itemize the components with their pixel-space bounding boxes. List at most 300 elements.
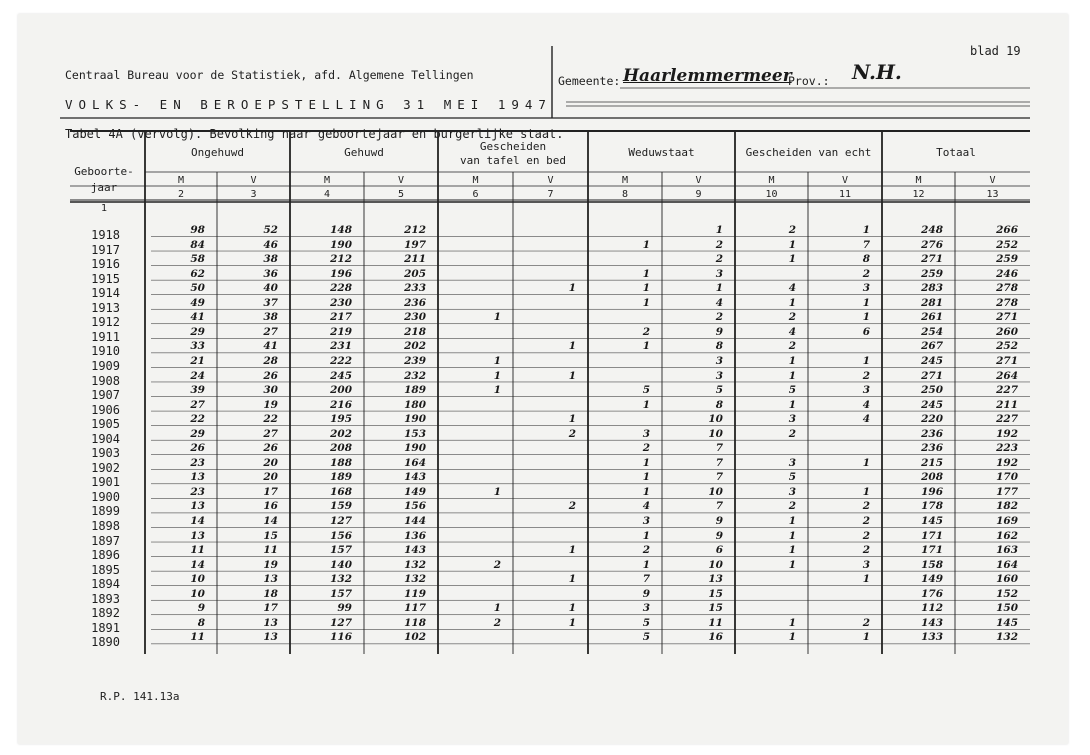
table-cell-value: 1 xyxy=(788,398,796,411)
column-number: 4 xyxy=(323,189,331,200)
table-cell-value: 127 xyxy=(330,515,352,527)
table-cell-value: 149 xyxy=(404,485,426,498)
table-cell-value: 13 xyxy=(263,631,278,644)
table-cell-value: 39 xyxy=(190,384,205,397)
table-cell-value: 99 xyxy=(337,602,352,615)
table-cell-value: 227 xyxy=(996,413,1018,426)
table-cell-value: 62 xyxy=(190,267,205,280)
table-cell-value: 150 xyxy=(996,602,1018,615)
table-cell-value: 1 xyxy=(568,369,576,382)
table-cell-value: 259 xyxy=(996,253,1018,266)
table-cell-value: 2 xyxy=(788,340,796,353)
table-cell-value: 16 xyxy=(708,631,723,644)
table-cell-value: 15 xyxy=(708,602,723,615)
table-cell-value: 13 xyxy=(263,616,278,629)
sex-column-header: M xyxy=(621,175,629,186)
table-cell-value: 102 xyxy=(404,631,426,644)
table-cell-value: 281 xyxy=(921,296,943,309)
table-cell-value: 1 xyxy=(788,631,796,644)
table-cell-value: 9 xyxy=(715,515,723,527)
table-cell-value: 6 xyxy=(715,544,723,557)
table-cell-value: 5 xyxy=(642,384,650,397)
column-number: 7 xyxy=(547,189,554,200)
table-cell-value: 3 xyxy=(788,413,796,426)
table-cell-value: 1 xyxy=(568,616,576,629)
table-cell-value: 49 xyxy=(190,296,205,309)
table-cell-value: 1 xyxy=(715,224,723,236)
table-cell-value: 112 xyxy=(921,602,943,615)
table-cell-value: 188 xyxy=(330,456,352,469)
gemeente-value: Haarlemmermeer xyxy=(623,66,792,86)
table-cell-value: 46 xyxy=(263,238,278,251)
table-cell-value: 29 xyxy=(190,427,205,440)
table-cell-value: 38 xyxy=(263,311,278,324)
birth-year-label: 1896 xyxy=(91,548,120,563)
table-cell-value: 1 xyxy=(862,311,870,324)
table-cell-value: 156 xyxy=(330,529,352,542)
table-cell-value: 2 xyxy=(862,515,870,527)
table-cell-value: 7 xyxy=(715,442,723,455)
table-cell-value: 1 xyxy=(788,253,796,266)
birth-year-label: 1890 xyxy=(91,635,120,650)
table-cell-value: 2 xyxy=(862,616,870,629)
table-cell-value: 132 xyxy=(404,573,426,586)
table-cell-value: 24 xyxy=(190,369,205,382)
table-cell-value: 2 xyxy=(642,442,650,455)
table-cell-value: 5 xyxy=(715,384,723,397)
table-cell-value: 176 xyxy=(921,587,943,600)
table-cell-value: 3 xyxy=(788,485,796,498)
table-cell-value: 2 xyxy=(862,529,870,542)
table-cell-value: 178 xyxy=(921,500,943,513)
table-cell-value: 1 xyxy=(642,267,650,280)
table-cell-value: 133 xyxy=(921,631,943,644)
form-code: R.P. 141.13a xyxy=(100,690,180,703)
table-cell-value: 1 xyxy=(642,340,650,353)
table-cell-value: 11 xyxy=(190,631,205,644)
table-cell-value: 10 xyxy=(708,485,723,498)
table-cell-value: 171 xyxy=(921,544,943,557)
table-cell-value: 271 xyxy=(921,369,943,382)
table-cell-value: 153 xyxy=(404,427,426,440)
table-cell-value: 211 xyxy=(404,253,426,266)
table-cell-value: 27 xyxy=(263,427,278,440)
table-cell-value: 196 xyxy=(330,267,352,280)
sex-column-header: V xyxy=(547,175,554,186)
table-cell-value: 1 xyxy=(862,296,870,309)
table-cell-value: 1 xyxy=(493,602,501,615)
table-caption: Tabel 4A (vervolg). Bevolking naar geboortejaar en burgerlijke staat. xyxy=(65,127,564,141)
province-label: Prov.: xyxy=(788,74,830,88)
table-cell-value: 41 xyxy=(263,340,278,353)
group-header-label: Gescheiden van echt xyxy=(745,146,872,159)
table-cell-value: 7 xyxy=(862,238,870,251)
page-number: blad 19 xyxy=(970,44,1021,58)
table-cell-value: 152 xyxy=(996,587,1018,600)
table-cell-value: 2 xyxy=(493,616,501,629)
table-cell-value: 8 xyxy=(197,616,205,629)
birth-year-label: 1914 xyxy=(91,286,120,301)
birth-year-label: 1913 xyxy=(91,300,120,315)
table-cell-value: 271 xyxy=(996,354,1018,367)
table-cell-value: 2 xyxy=(642,325,650,338)
table-cell-value: 169 xyxy=(996,515,1018,527)
birth-year-label: 1904 xyxy=(91,431,120,446)
table-cell-value: 16 xyxy=(263,500,278,513)
table-cell-value: 230 xyxy=(404,311,426,324)
table-cell-value: 29 xyxy=(190,325,205,338)
table-cell-value: 1 xyxy=(788,558,796,571)
birth-year-label: 1903 xyxy=(91,446,120,461)
table-cell-value: 26 xyxy=(190,442,205,455)
table-cell-value: 195 xyxy=(330,413,352,426)
table-cell-value: 1 xyxy=(568,282,576,295)
table-cell-value: 7 xyxy=(715,500,723,513)
table-cell-value: 36 xyxy=(263,267,278,280)
group-header-label: Ongehuwd xyxy=(191,146,244,159)
table-cell-value: 1 xyxy=(642,296,650,309)
sex-column-header: M xyxy=(915,175,922,186)
table-cell-value: 3 xyxy=(642,427,650,440)
column-number: 13 xyxy=(986,189,999,200)
table-cell-value: 13 xyxy=(263,573,278,586)
table-cell-value: 3 xyxy=(788,456,796,469)
table-cell-value: 239 xyxy=(404,354,426,367)
birth-year-label: 1894 xyxy=(91,577,120,592)
table-cell-value: 15 xyxy=(708,587,723,600)
group-header-label: Totaal xyxy=(936,146,976,159)
table-cell-value: 2 xyxy=(862,369,870,382)
table-cell-value: 245 xyxy=(921,354,943,367)
table-cell-value: 276 xyxy=(921,238,943,251)
table-cell-value: 41 xyxy=(190,311,205,324)
table-cell-value: 192 xyxy=(996,427,1018,440)
table-cell-value: 2 xyxy=(715,238,723,251)
table-cell-value: 13 xyxy=(190,500,205,513)
table-cell-value: 2 xyxy=(568,500,576,513)
table-cell-value: 164 xyxy=(404,456,426,469)
birth-year-label: 1910 xyxy=(91,344,120,359)
table-cell-value: 10 xyxy=(708,413,723,426)
table-cell-value: 28 xyxy=(263,354,278,367)
table-cell-value: 196 xyxy=(921,485,943,498)
table-cell-value: 132 xyxy=(996,631,1018,644)
table-cell-value: 145 xyxy=(921,515,943,527)
group-header-label: van tafel en bed xyxy=(460,154,566,167)
bureau-title: Centraal Bureau voor de Statistiek, afd. Algemene Tellingen xyxy=(65,68,474,82)
table-cell-value: 246 xyxy=(996,267,1018,280)
sex-column-header: V xyxy=(397,175,405,186)
table-cell-value: 9 xyxy=(715,325,723,338)
table-cell-value: 10 xyxy=(190,587,205,600)
table-cell-value: 17 xyxy=(263,485,278,498)
table-cell-value: 267 xyxy=(921,340,943,353)
column-number: 11 xyxy=(838,189,852,200)
table-cell-value: 205 xyxy=(404,267,426,280)
table-cell-value: 228 xyxy=(330,282,352,295)
table-cell-value: 1 xyxy=(788,354,796,367)
table-cell-value: 140 xyxy=(330,558,352,571)
table-cell-value: 22 xyxy=(263,413,278,426)
table-cell-value: 248 xyxy=(921,224,943,236)
table-cell-value: 2 xyxy=(788,500,796,513)
birth-year-label: 1907 xyxy=(91,388,120,403)
table-cell-value: 1 xyxy=(642,282,650,295)
table-cell-value: 231 xyxy=(330,340,352,353)
table-cell-value: 1 xyxy=(788,238,796,251)
table-cell-value: 236 xyxy=(921,427,943,440)
table-cell-value: 215 xyxy=(921,456,943,469)
table-cell-value: 4 xyxy=(642,500,650,513)
table-cell-value: 144 xyxy=(404,515,426,527)
table-cell-value: 143 xyxy=(404,471,426,484)
table-cell-value: 52 xyxy=(263,224,278,236)
table-cell-value: 11 xyxy=(263,544,278,557)
table-cell-value: 118 xyxy=(404,616,426,629)
table-cell-value: 116 xyxy=(330,631,352,644)
table-cell-value: 14 xyxy=(263,515,278,527)
table-cell-value: 37 xyxy=(263,296,278,309)
table-cell-value: 170 xyxy=(996,471,1018,484)
table-cell-value: 252 xyxy=(996,238,1018,251)
table-cell-value: 177 xyxy=(996,485,1018,498)
table-cell-value: 7 xyxy=(715,456,723,469)
table-cell-value: 13 xyxy=(190,471,205,484)
sex-column-header: M xyxy=(177,175,185,186)
column-number: 9 xyxy=(695,189,702,200)
table-cell-value: 149 xyxy=(921,573,943,586)
table-cell-value: 162 xyxy=(996,529,1018,542)
table-cell-value: 245 xyxy=(921,398,943,411)
column-number: 10 xyxy=(765,189,778,200)
table-cell-value: 189 xyxy=(404,384,426,397)
table-cell-value: 230 xyxy=(330,296,352,309)
table-cell-value: 1 xyxy=(642,398,650,411)
birth-year-label: 1895 xyxy=(91,562,120,577)
table-cell-value: 27 xyxy=(190,398,205,411)
birth-year-label: 1891 xyxy=(91,620,120,635)
table-cell-value: 15 xyxy=(263,529,278,542)
table-cell-value: 7 xyxy=(715,471,723,484)
table-cell-value: 245 xyxy=(330,369,352,382)
table-cell-value: 1 xyxy=(788,369,796,382)
table-cell-value: 14 xyxy=(190,515,205,527)
table-cell-value: 1 xyxy=(788,529,796,542)
table-cell-value: 21 xyxy=(190,354,205,367)
table-cell-value: 236 xyxy=(921,442,943,455)
year-column-number: 1 xyxy=(100,203,108,214)
table-cell-value: 159 xyxy=(330,500,352,513)
table-cell-value: 84 xyxy=(190,238,205,251)
table-cell-value: 182 xyxy=(996,500,1018,513)
table-cell-value: 3 xyxy=(642,602,650,615)
year-header-line-2: jaar xyxy=(90,181,118,194)
table-cell-value: 98 xyxy=(190,224,205,236)
column-number: 2 xyxy=(177,189,185,200)
table-cell-value: 164 xyxy=(996,558,1018,571)
table-cell-value: 7 xyxy=(642,573,650,586)
table-cell-value: 223 xyxy=(996,442,1018,455)
table-cell-value: 4 xyxy=(788,282,796,295)
table-cell-value: 197 xyxy=(404,238,426,251)
table-cell-value: 10 xyxy=(190,573,205,586)
table-cell-value: 22 xyxy=(190,413,205,426)
table-cell-value: 9 xyxy=(715,529,723,542)
table-cell-value: 233 xyxy=(404,282,426,295)
table-cell-value: 10 xyxy=(708,558,723,571)
birth-year-label: 1893 xyxy=(91,591,120,606)
table-cell-value: 254 xyxy=(921,325,943,338)
table-cell-value: 156 xyxy=(404,500,426,513)
table-cell-value: 190 xyxy=(404,413,426,426)
table-cell-value: 3 xyxy=(715,267,723,280)
table-cell-value: 1 xyxy=(788,515,796,527)
birth-year-label: 1898 xyxy=(91,519,120,533)
table-cell-value: 2 xyxy=(862,267,870,280)
table-cell-value: 2 xyxy=(642,544,650,557)
table-cell-value: 211 xyxy=(996,398,1018,411)
table-cell-value: 2 xyxy=(862,500,870,513)
table-cell-value: 1 xyxy=(642,456,650,469)
table-cell-value: 33 xyxy=(190,340,205,353)
table-cell-value: 278 xyxy=(996,282,1018,295)
table-cell-value: 2 xyxy=(788,224,796,236)
table-cell-value: 1 xyxy=(642,471,650,484)
column-number: 3 xyxy=(250,189,257,200)
table-cell-value: 1 xyxy=(642,485,650,498)
table-cell-value: 232 xyxy=(404,369,426,382)
table-cell-value: 132 xyxy=(330,573,352,586)
table-cell-value: 1 xyxy=(493,384,501,397)
table-cell-value: 208 xyxy=(921,471,943,484)
table-cell-value: 217 xyxy=(330,311,352,324)
table-cell-value: 2 xyxy=(862,544,870,557)
table-cell-value: 2 xyxy=(715,253,723,266)
table-cell-value: 20 xyxy=(263,456,278,469)
table-cell-value: 158 xyxy=(921,558,943,571)
group-header-label: Gehuwd xyxy=(344,146,384,159)
table-cell-value: 190 xyxy=(330,238,352,251)
birth-year-label: 1897 xyxy=(91,533,120,548)
table-cell-value: 212 xyxy=(330,253,352,266)
table-cell-value: 216 xyxy=(330,398,352,411)
table-cell-value: 1 xyxy=(642,529,650,542)
census-title: VOLKS- EN BEROEPSTELLING 31 MEI 1947 xyxy=(65,97,552,112)
table-cell-value: 1 xyxy=(568,340,576,353)
table-cell-value: 14 xyxy=(190,558,205,571)
birth-year-label: 1918 xyxy=(91,228,120,242)
table-cell-value: 259 xyxy=(921,267,943,280)
table-cell-value: 3 xyxy=(715,369,723,382)
table-cell-value: 26 xyxy=(263,442,278,455)
table-cell-value: 1 xyxy=(642,558,650,571)
province-value: N.H. xyxy=(852,60,902,84)
table-cell-value: 27 xyxy=(263,325,278,338)
table-cell-value: 10 xyxy=(708,427,723,440)
table-cell-value: 26 xyxy=(263,369,278,382)
table-cell-value: 9 xyxy=(642,587,650,600)
table-cell-value: 1 xyxy=(568,413,576,426)
sex-column-header: V xyxy=(250,175,257,186)
table-cell-value: 17 xyxy=(263,602,278,615)
table-cell-value: 260 xyxy=(996,325,1018,338)
table-cell-value: 5 xyxy=(788,471,796,484)
table-cell-value: 13 xyxy=(190,529,205,542)
table-cell-value: 8 xyxy=(862,253,870,266)
table-cell-value: 202 xyxy=(404,340,426,353)
table-cell-value: 136 xyxy=(404,529,426,542)
birth-year-label: 1915 xyxy=(91,271,120,286)
table-cell-value: 8 xyxy=(715,340,723,353)
table-cell-value: 189 xyxy=(330,471,352,484)
table-cell-value: 1 xyxy=(642,238,650,251)
table-cell-value: 252 xyxy=(996,340,1018,353)
birth-year-label: 1892 xyxy=(91,606,120,621)
table-cell-value: 148 xyxy=(330,224,352,236)
column-number: 5 xyxy=(397,189,405,200)
table-cell-value: 145 xyxy=(996,616,1018,629)
table-cell-value: 2 xyxy=(788,427,796,440)
column-number: 6 xyxy=(472,189,479,200)
table-cell-value: 3 xyxy=(642,515,650,527)
table-cell-value: 3 xyxy=(862,282,870,295)
sex-column-header: V xyxy=(989,175,996,186)
table-cell-value: 1 xyxy=(862,456,870,469)
table-cell-value: 143 xyxy=(404,544,426,557)
table-cell-value: 58 xyxy=(190,253,205,266)
table-cell-value: 19 xyxy=(263,558,278,571)
table-cell-value: 1 xyxy=(493,354,501,367)
table-cell-value: 20 xyxy=(263,471,278,484)
table-cell-value: 200 xyxy=(330,384,352,397)
birth-year-label: 1909 xyxy=(91,358,120,373)
table-cell-value: 40 xyxy=(263,282,278,295)
table-cell-value: 190 xyxy=(404,442,426,455)
table-cell-value: 11 xyxy=(708,616,723,629)
table-cell-value: 271 xyxy=(921,253,943,266)
group-header-label: Weduwstaat xyxy=(628,146,695,159)
table-cell-value: 50 xyxy=(190,282,205,295)
table-cell-value: 1 xyxy=(493,369,501,382)
group-header-label: Gescheiden xyxy=(479,140,547,153)
table-cell-value: 278 xyxy=(996,296,1018,309)
sex-column-header: M xyxy=(323,175,331,186)
table-cell-value: 236 xyxy=(404,296,426,309)
birth-year-label: 1899 xyxy=(91,504,120,519)
sex-column-header: M xyxy=(472,175,479,186)
table-cell-value: 1 xyxy=(715,282,723,295)
table-cell-value: 9 xyxy=(197,602,205,615)
table-cell-value: 283 xyxy=(921,282,943,295)
table-cell-value: 220 xyxy=(921,413,943,426)
birth-year-label: 1906 xyxy=(91,402,120,417)
table-cell-value: 143 xyxy=(921,616,943,629)
table-cell-value: 1 xyxy=(493,311,501,324)
table-cell-value: 261 xyxy=(921,311,943,324)
table-cell-value: 4 xyxy=(715,296,723,309)
birth-year-label: 1908 xyxy=(91,373,120,388)
table-cell-value: 1 xyxy=(862,631,870,644)
table-cell-value: 13 xyxy=(708,573,723,586)
table-cell-value: 132 xyxy=(404,558,426,571)
birth-year-label: 1917 xyxy=(91,242,120,257)
table-cell-value: 23 xyxy=(190,456,205,469)
table-cell-value: 1 xyxy=(568,602,576,615)
table-cell-value: 180 xyxy=(404,398,426,411)
table-cell-value: 3 xyxy=(715,354,723,367)
table-cell-value: 2 xyxy=(715,311,723,324)
table-cell-value: 1 xyxy=(862,224,870,236)
